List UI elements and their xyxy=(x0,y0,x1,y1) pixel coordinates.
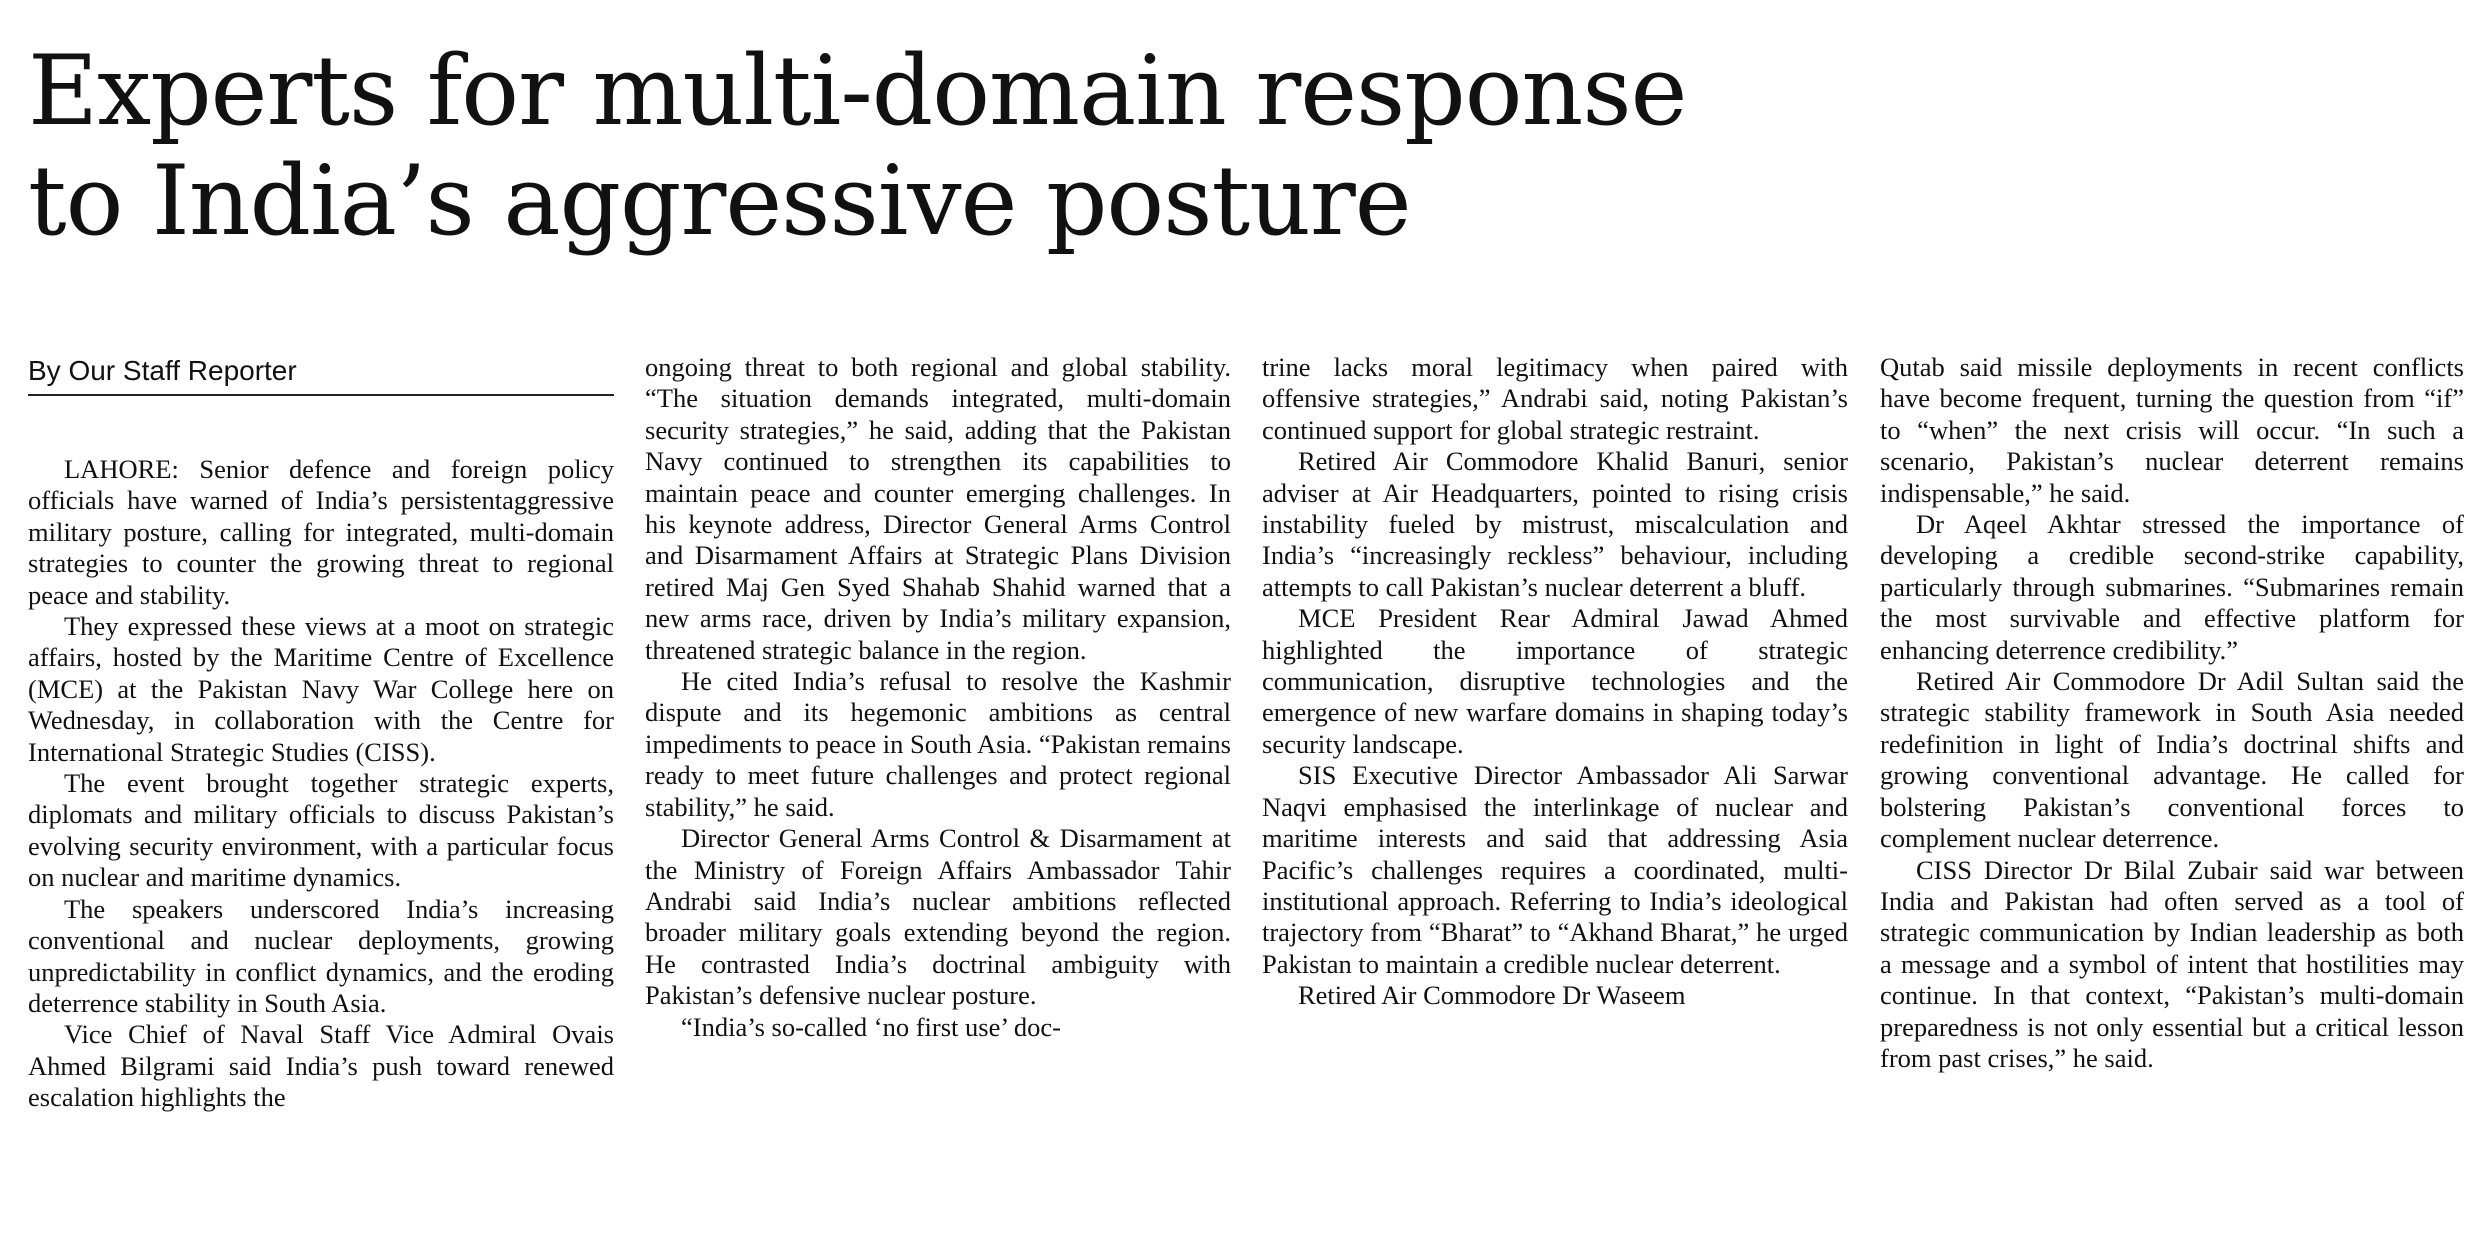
paragraph-continued: Qutab said missile deployments in recent conflicts have become frequent, turning the question from “if” to “when” the next crisis will occur. “In such a scenario, Pakistan’s nuclear deterrent remains indispensable,” he said. xyxy=(1880,352,2464,508)
paragraph: The event brought together strategic experts, diplomats and military officials to discuss Pakistan’s evolving security environment, with a particular focus on nuclear and maritime dynamics. xyxy=(28,768,614,893)
paragraph: MCE President Rear Admiral Jawad Ahmed highlighted the importance of strategic communication, disruptive technologies and the emergence of new warfare domains in shaping today’s security landscape. xyxy=(1262,603,1848,759)
article-column-2 xyxy=(645,352,1231,1242)
paragraph: Director General Arms Control & Disarmament at the Ministry of Foreign Affairs Ambassador Tahir Andrabi said India’s nuclear ambitions reflected broader military goals extending beyond the region. He contrasted India’s doctrinal ambiguity with Pakistan’s defensive nuclear posture. xyxy=(645,823,1231,1011)
paragraph: CISS Director Dr Bilal Zubair said war between India and Pakistan had often served as a tool of strategic communication by Indian leadership as both a message and a symbol of intent that hostilities may continue. In that context, “Pakistan’s multi-domain preparedness is not only essential but a critical lesson from past crises,” he said. xyxy=(1880,854,2464,1073)
paragraph: Retired Air Commodore Dr Adil Sultan said the strategic stability framework in South Asia needed redefinition in light of India’s doctrinal shifts and growing conventional advantage. He called for bolstering Pakistan’s conventional forces to complement nuclear deterrence. xyxy=(1880,666,2464,854)
article-column-3 xyxy=(1262,352,1848,1242)
byline-rule xyxy=(28,352,614,396)
paragraph: Dr Aqeel Akhtar stressed the importance of developing a credible second-strike capability, particularly through submarines. “Submarines remain the most survivable and effective platform for enhancing deterrence credibility.” xyxy=(1880,509,2464,665)
paragraph: He cited India’s refusal to resolve the Kashmir dispute and its hegemonic ambitions as central impediments to peace in South Asia. “Pakistan remains ready to meet future challenges and protect regional stability,” he said. xyxy=(645,666,1231,822)
paragraph: Vice Chief of Naval Staff Vice Admiral Ovais Ahmed Bilgrami said India’s push toward renewed escalation highlights the xyxy=(28,1019,614,1113)
paragraph: Retired Air Commodore Khalid Banuri, senior adviser at Air Headquarters, pointed to rising crisis instability fueled by mistrust, miscalculation and India’s “increasingly reckless” behaviour, including attempts to call Pakistan’s nuclear deterrent a bluff. xyxy=(1262,446,1848,602)
paragraph: Retired Air Commodore Dr Waseem xyxy=(1298,980,1686,1011)
paragraph: “India’s so-called ‘no first use’ doc- xyxy=(681,1011,1061,1042)
paragraph: They expressed these views at a moot on strategic affairs, hosted by the Maritime Centre of Excellence (MCE) at the Pakistan Navy War College here on Wednesday, in collaboration with the Centre for International Strategic Studies (CISS). xyxy=(28,611,614,767)
paragraph-continued: trine lacks moral legitimacy when paired with offensive strategies,” Andrabi said, noting Pakistan’s continued support for global strategic restraint. xyxy=(1262,352,1848,445)
paragraph: The speakers underscored India’s increasing conventional and nuclear deployments, growing unpredictability in conflict dynamics, and the eroding deterrence stability in South Asia. xyxy=(28,893,614,1018)
headline-line-2: to India’s aggressive posture xyxy=(28,145,1411,257)
headline-line-1: Experts for multi-domain response xyxy=(28,35,1687,147)
paragraph: SIS Executive Director Ambassador Ali Sarwar Naqvi emphasised the interlinkage of nuclear and maritime interests and said that addressing Asia Pacific’s challenges requires a coordinated, multi-institutional approach. Referring to India’s ideological trajectory from “Bharat” to “Akhand Bharat,” he urged Pakistan to maintain a credible nuclear deterrent. xyxy=(1262,760,1848,979)
paragraph-continued: ongoing threat to both regional and global stability. “The situation demands integrated, multi-domain security strategies,” he said, adding that the Pakistan Navy continued to strengthen its capabilities to maintain peace and counter emerging challenges. In his keynote address, Director General Arms Control and Disarmament Affairs at Strategic Plans Division retired Maj Gen Syed Shahab Shahid warned that a new arms race, driven by India’s military expansion, threatened strategic balance in the region. xyxy=(645,352,1231,665)
headline xyxy=(28,36,1686,256)
article-column-1 xyxy=(28,454,614,1242)
paragraph: LAHORE: Senior defence and foreign policy officials have warned of India’s persistentaggressive military posture, calling for integrated, multi-domain strategies to counter the growing threat to regional peace and stability. xyxy=(28,454,614,610)
article-column-4 xyxy=(1880,352,2464,1242)
byline: By Our Staff Reporter xyxy=(28,355,297,386)
